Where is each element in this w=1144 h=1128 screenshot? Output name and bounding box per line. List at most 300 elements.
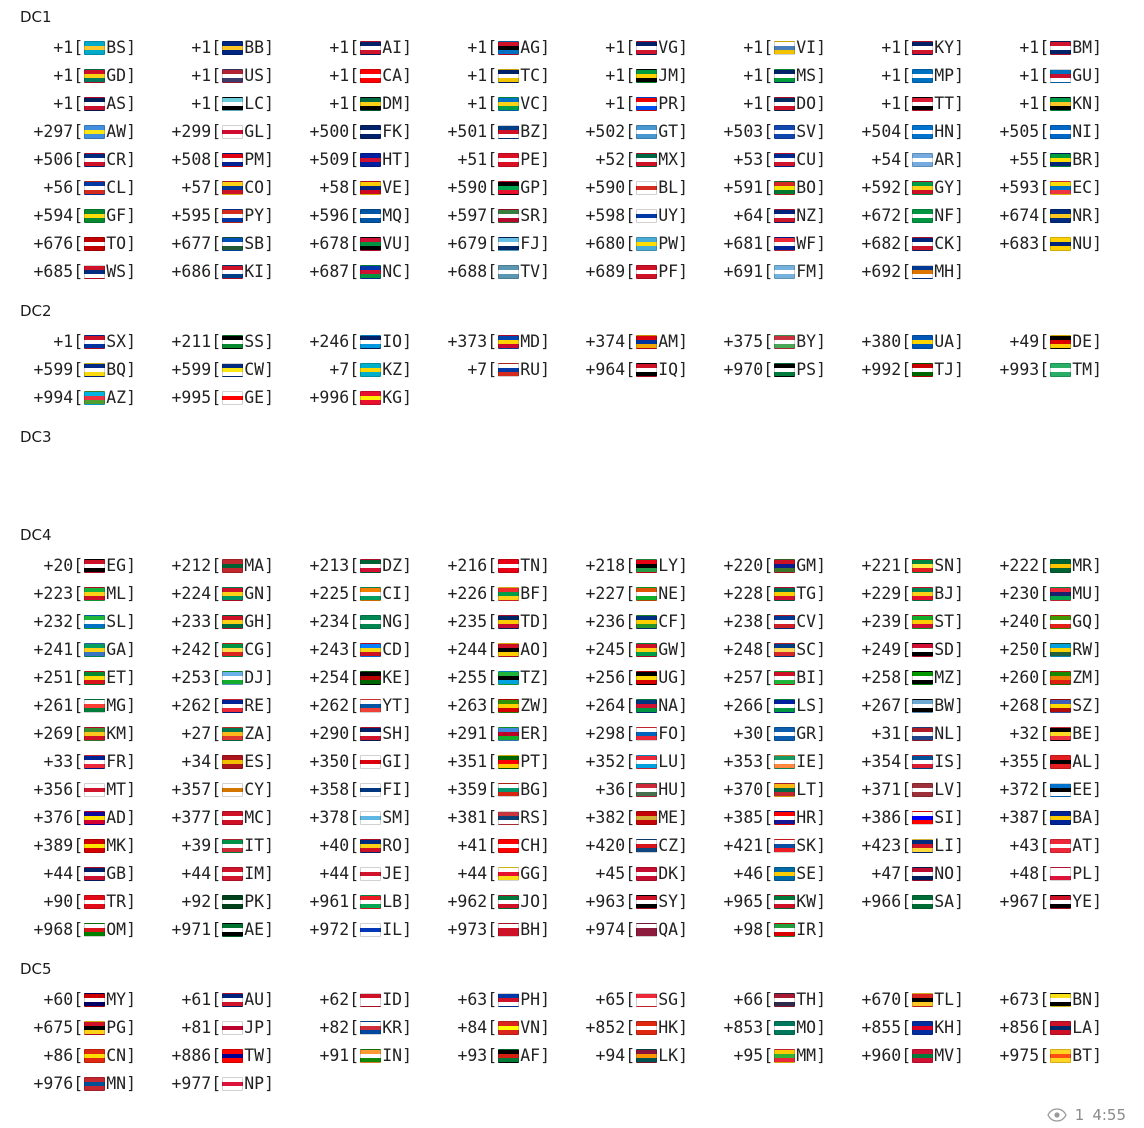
country-entry[interactable] <box>848 1042 986 1070</box>
country-entry[interactable] <box>986 608 1124 636</box>
dial-code: +356 <box>33 780 74 799</box>
country-entry[interactable] <box>20 552 158 580</box>
country-entry[interactable] <box>20 230 158 258</box>
dial-code: +1 <box>743 94 764 113</box>
country-entry[interactable] <box>20 384 158 412</box>
country-entry[interactable] <box>986 832 1124 860</box>
dial-code: +689 <box>585 262 626 281</box>
bracket-close: ] <box>816 66 826 85</box>
bracket-close: ] <box>540 1046 550 1065</box>
dial-code: +995 <box>171 388 212 407</box>
country-entry[interactable] <box>434 664 572 692</box>
country-entry[interactable] <box>572 258 710 286</box>
country-entry[interactable] <box>20 804 158 832</box>
country-entry[interactable] <box>158 776 296 804</box>
dial-code: +36 <box>595 780 626 799</box>
country-entry[interactable] <box>710 230 848 258</box>
bracket-open: [ <box>763 724 774 743</box>
country-entry[interactable] <box>158 118 296 146</box>
country-entry[interactable] <box>158 888 296 916</box>
flag-icon <box>222 993 243 1007</box>
country-entry[interactable] <box>434 692 572 720</box>
country-entry[interactable] <box>848 62 986 90</box>
flag-icon <box>774 97 795 111</box>
dial-code: +975 <box>999 1046 1040 1065</box>
country-entry[interactable] <box>20 692 158 720</box>
country-entry[interactable] <box>296 258 434 286</box>
country-entry[interactable] <box>434 748 572 776</box>
country-entry[interactable] <box>572 916 710 944</box>
country-entry[interactable] <box>848 776 986 804</box>
country-entry[interactable] <box>20 608 158 636</box>
country-entry[interactable] <box>848 118 986 146</box>
country-entry[interactable] <box>296 34 434 62</box>
country-entry[interactable] <box>434 608 572 636</box>
bracket-close: ] <box>126 808 136 827</box>
country-entry[interactable] <box>710 748 848 776</box>
country-entry[interactable] <box>434 888 572 916</box>
country-entry[interactable] <box>434 258 572 286</box>
bracket-close: ] <box>402 234 412 253</box>
country-entry[interactable] <box>296 916 434 944</box>
country-entry[interactable] <box>986 1042 1124 1070</box>
country-entry[interactable] <box>434 1014 572 1042</box>
bracket-open: [ <box>763 808 774 827</box>
country-entry[interactable] <box>572 356 710 384</box>
country-entry[interactable] <box>710 552 848 580</box>
country-entry[interactable] <box>848 328 986 356</box>
country-entry[interactable] <box>158 636 296 664</box>
country-entry[interactable] <box>848 692 986 720</box>
country-entry[interactable] <box>20 258 158 286</box>
country-entry[interactable] <box>848 552 986 580</box>
country-entry[interactable] <box>158 832 296 860</box>
country-entry[interactable] <box>296 776 434 804</box>
country-entry[interactable] <box>986 356 1124 384</box>
country-entry[interactable] <box>986 118 1124 146</box>
country-code: SK <box>796 836 817 855</box>
country-code: UA <box>934 332 955 351</box>
dial-code: +7 <box>329 360 350 379</box>
country-entry[interactable] <box>434 230 572 258</box>
country-entry[interactable] <box>20 832 158 860</box>
country-entry[interactable] <box>710 202 848 230</box>
country-entry[interactable] <box>434 90 572 118</box>
country-entry[interactable] <box>710 118 848 146</box>
country-entry[interactable] <box>986 202 1124 230</box>
country-entry[interactable] <box>848 258 986 286</box>
country-entry[interactable] <box>20 356 158 384</box>
country-entry[interactable] <box>158 174 296 202</box>
country-entry[interactable] <box>158 202 296 230</box>
country-entry[interactable] <box>710 986 848 1014</box>
country-entry[interactable] <box>296 552 434 580</box>
country-entry[interactable] <box>572 860 710 888</box>
country-entry[interactable] <box>710 174 848 202</box>
dial-code: +674 <box>999 206 1040 225</box>
country-entry[interactable] <box>710 356 848 384</box>
country-entry[interactable] <box>296 174 434 202</box>
country-entry[interactable] <box>986 636 1124 664</box>
country-entry[interactable] <box>296 692 434 720</box>
country-entry[interactable] <box>296 860 434 888</box>
country-entry[interactable] <box>20 146 158 174</box>
dial-code: +599 <box>171 360 212 379</box>
country-entry[interactable] <box>158 608 296 636</box>
country-entry[interactable] <box>296 580 434 608</box>
dial-code: +57 <box>181 178 212 197</box>
country-entry[interactable] <box>986 62 1124 90</box>
dial-code: +352 <box>585 752 626 771</box>
country-entry[interactable] <box>158 62 296 90</box>
country-entry[interactable] <box>572 748 710 776</box>
country-entry[interactable] <box>986 552 1124 580</box>
country-entry[interactable] <box>158 804 296 832</box>
country-entry[interactable] <box>710 608 848 636</box>
country-entry[interactable] <box>20 580 158 608</box>
country-code: LS <box>796 696 817 715</box>
country-entry[interactable] <box>434 34 572 62</box>
country-entry[interactable] <box>296 328 434 356</box>
country-entry[interactable] <box>848 1014 986 1042</box>
country-entry[interactable] <box>434 118 572 146</box>
bracket-close: ] <box>954 864 964 883</box>
country-entry[interactable] <box>710 146 848 174</box>
country-entry[interactable] <box>986 860 1124 888</box>
country-entry[interactable] <box>848 832 986 860</box>
country-code: BL <box>658 178 679 197</box>
country-entry[interactable] <box>20 664 158 692</box>
country-entry[interactable] <box>20 748 158 776</box>
flag-icon <box>1050 69 1071 83</box>
country-entry[interactable] <box>986 692 1124 720</box>
bracket-open: [ <box>211 150 222 169</box>
country-entry[interactable] <box>710 664 848 692</box>
country-entry[interactable] <box>572 720 710 748</box>
country-entry[interactable] <box>986 1014 1124 1042</box>
bracket-close: ] <box>678 206 688 225</box>
country-entry[interactable] <box>572 776 710 804</box>
country-entry[interactable] <box>434 202 572 230</box>
country-entry[interactable] <box>572 804 710 832</box>
country-entry[interactable] <box>158 860 296 888</box>
country-entry[interactable] <box>572 692 710 720</box>
country-entry[interactable] <box>158 146 296 174</box>
dial-code: +52 <box>595 150 626 169</box>
country-entry[interactable] <box>572 90 710 118</box>
country-entry[interactable] <box>20 118 158 146</box>
bracket-close: ] <box>954 1046 964 1065</box>
dial-code: +1 <box>605 38 626 57</box>
country-entry[interactable] <box>572 62 710 90</box>
flag-icon <box>360 783 381 797</box>
country-entry[interactable] <box>848 888 986 916</box>
country-entry[interactable] <box>572 888 710 916</box>
country-entry[interactable] <box>986 748 1124 776</box>
country-entry[interactable] <box>158 90 296 118</box>
bracket-open: [ <box>487 920 498 939</box>
country-code: JM <box>658 66 679 85</box>
country-entry[interactable] <box>710 62 848 90</box>
country-entry[interactable] <box>296 146 434 174</box>
dial-code: +228 <box>723 584 764 603</box>
flag-icon <box>360 727 381 741</box>
flag-icon <box>222 923 243 937</box>
country-entry[interactable] <box>434 916 572 944</box>
country-code: CR <box>106 150 127 169</box>
country-entry[interactable] <box>710 580 848 608</box>
country-entry[interactable] <box>434 328 572 356</box>
country-entry[interactable] <box>296 90 434 118</box>
country-entry[interactable] <box>848 580 986 608</box>
bracket-open: [ <box>625 612 636 631</box>
bracket-close: ] <box>678 990 688 1009</box>
country-entry[interactable] <box>20 860 158 888</box>
country-entry[interactable] <box>158 986 296 1014</box>
country-entry[interactable] <box>434 636 572 664</box>
country-entry[interactable] <box>572 580 710 608</box>
country-entry[interactable] <box>434 804 572 832</box>
bracket-open: [ <box>625 696 636 715</box>
country-entry[interactable] <box>20 986 158 1014</box>
country-entry[interactable] <box>986 34 1124 62</box>
flag-icon <box>222 727 243 741</box>
country-entry[interactable] <box>434 1042 572 1070</box>
country-entry[interactable] <box>20 62 158 90</box>
country-entry[interactable] <box>158 230 296 258</box>
country-entry[interactable] <box>158 356 296 384</box>
country-entry[interactable] <box>158 258 296 286</box>
flag-icon <box>912 335 933 349</box>
country-entry[interactable] <box>434 832 572 860</box>
country-entry[interactable] <box>848 146 986 174</box>
country-entry[interactable] <box>20 328 158 356</box>
country-entry[interactable] <box>296 230 434 258</box>
country-entry[interactable] <box>710 636 848 664</box>
country-entry[interactable] <box>572 1014 710 1042</box>
country-entry[interactable] <box>572 608 710 636</box>
country-entry[interactable] <box>848 664 986 692</box>
dial-code: +1 <box>467 94 488 113</box>
country-entry[interactable] <box>158 580 296 608</box>
country-entry[interactable] <box>296 986 434 1014</box>
dial-code: +685 <box>33 262 74 281</box>
country-entry[interactable] <box>572 832 710 860</box>
bracket-close: ] <box>540 808 550 827</box>
country-entry[interactable] <box>296 832 434 860</box>
bracket-open: [ <box>1039 752 1050 771</box>
country-entry[interactable] <box>296 202 434 230</box>
country-code: AD <box>106 808 127 827</box>
bracket-close: ] <box>126 584 136 603</box>
country-entry[interactable] <box>20 34 158 62</box>
country-entry[interactable] <box>158 552 296 580</box>
bracket-open: [ <box>1039 1018 1050 1037</box>
country-entry[interactable] <box>848 986 986 1014</box>
country-entry[interactable] <box>20 636 158 664</box>
country-entry[interactable] <box>20 888 158 916</box>
flag-icon <box>636 181 657 195</box>
country-entry[interactable] <box>20 90 158 118</box>
country-entry[interactable] <box>296 62 434 90</box>
bracket-close: ] <box>126 262 136 281</box>
country-entry[interactable] <box>158 748 296 776</box>
country-entry[interactable] <box>986 230 1124 258</box>
country-entry[interactable] <box>572 552 710 580</box>
country-entry[interactable] <box>710 1014 848 1042</box>
country-entry[interactable] <box>434 552 572 580</box>
country-entry[interactable] <box>158 1070 296 1098</box>
country-entry[interactable] <box>20 174 158 202</box>
dial-code: +354 <box>861 752 902 771</box>
country-entry[interactable] <box>710 776 848 804</box>
country-entry[interactable] <box>20 916 158 944</box>
country-entry[interactable] <box>710 720 848 748</box>
country-entry[interactable] <box>986 888 1124 916</box>
country-entry[interactable] <box>848 202 986 230</box>
bracket-open: [ <box>349 892 360 911</box>
country-entry[interactable] <box>710 860 848 888</box>
country-entry[interactable] <box>986 720 1124 748</box>
country-entry[interactable] <box>572 328 710 356</box>
country-entry[interactable] <box>572 174 710 202</box>
country-entry[interactable] <box>572 636 710 664</box>
bracket-open: [ <box>487 360 498 379</box>
country-entry[interactable] <box>158 720 296 748</box>
country-entry[interactable] <box>434 356 572 384</box>
country-code: EG <box>106 556 127 575</box>
country-entry[interactable] <box>986 986 1124 1014</box>
country-entry[interactable] <box>296 608 434 636</box>
country-entry[interactable] <box>296 804 434 832</box>
flag-icon <box>222 867 243 881</box>
country-entry[interactable] <box>572 34 710 62</box>
country-entry[interactable] <box>848 860 986 888</box>
dial-code: +212 <box>171 556 212 575</box>
country-entry[interactable] <box>20 776 158 804</box>
country-entry[interactable] <box>572 986 710 1014</box>
country-entry[interactable] <box>710 258 848 286</box>
country-entry[interactable] <box>296 1042 434 1070</box>
country-entry[interactable] <box>434 146 572 174</box>
country-entry[interactable] <box>710 888 848 916</box>
country-entry[interactable] <box>848 174 986 202</box>
country-entry[interactable] <box>158 1042 296 1070</box>
country-entry[interactable] <box>158 384 296 412</box>
country-entry[interactable] <box>710 90 848 118</box>
country-entry[interactable] <box>848 636 986 664</box>
dial-code: +679 <box>447 234 488 253</box>
country-entry[interactable] <box>848 34 986 62</box>
country-entry[interactable] <box>296 356 434 384</box>
country-entry[interactable] <box>20 720 158 748</box>
dial-code: +268 <box>999 696 1040 715</box>
country-entry[interactable] <box>434 720 572 748</box>
country-entry[interactable] <box>158 1014 296 1042</box>
country-entry[interactable] <box>986 580 1124 608</box>
country-entry[interactable] <box>158 692 296 720</box>
country-entry[interactable] <box>296 1014 434 1042</box>
bracket-open: [ <box>1039 584 1050 603</box>
bracket-close: ] <box>816 94 826 113</box>
country-entry[interactable] <box>986 804 1124 832</box>
groups-root <box>20 6 1124 1098</box>
country-entry[interactable] <box>296 664 434 692</box>
bracket-close: ] <box>954 94 964 113</box>
country-entry[interactable] <box>296 720 434 748</box>
country-entry[interactable] <box>986 90 1124 118</box>
country-entry[interactable] <box>848 748 986 776</box>
country-entry[interactable] <box>848 90 986 118</box>
country-entry[interactable] <box>572 664 710 692</box>
country-entry[interactable] <box>20 202 158 230</box>
bracket-open: [ <box>349 780 360 799</box>
country-entry[interactable] <box>848 608 986 636</box>
country-entry[interactable] <box>848 804 986 832</box>
country-entry[interactable] <box>572 1042 710 1070</box>
country-entry[interactable] <box>572 118 710 146</box>
country-entry[interactable] <box>710 804 848 832</box>
country-entry[interactable] <box>158 328 296 356</box>
country-entry[interactable] <box>710 1042 848 1070</box>
country-entry[interactable] <box>296 636 434 664</box>
country-entry[interactable] <box>158 34 296 62</box>
flag-icon <box>222 1021 243 1035</box>
country-entry[interactable] <box>20 1070 158 1098</box>
country-entry[interactable] <box>572 230 710 258</box>
bracket-close: ] <box>126 892 136 911</box>
country-entry[interactable] <box>296 748 434 776</box>
country-entry[interactable] <box>434 174 572 202</box>
country-entry[interactable] <box>296 888 434 916</box>
country-entry[interactable] <box>158 664 296 692</box>
country-entry[interactable] <box>986 328 1124 356</box>
country-entry[interactable] <box>710 692 848 720</box>
bracket-open: [ <box>901 668 912 687</box>
country-entry[interactable] <box>434 860 572 888</box>
country-entry[interactable] <box>848 230 986 258</box>
country-entry[interactable] <box>20 1042 158 1070</box>
country-entry[interactable] <box>710 34 848 62</box>
country-entry[interactable] <box>710 328 848 356</box>
country-entry[interactable] <box>710 916 848 944</box>
country-entry[interactable] <box>572 146 710 174</box>
country-entry[interactable] <box>986 146 1124 174</box>
country-entry[interactable] <box>434 776 572 804</box>
country-entry[interactable] <box>434 986 572 1014</box>
country-entry[interactable] <box>434 580 572 608</box>
dial-code: +1 <box>53 38 74 57</box>
country-entry[interactable] <box>986 776 1124 804</box>
country-entry[interactable] <box>158 916 296 944</box>
country-entry[interactable] <box>434 62 572 90</box>
country-entry[interactable] <box>710 832 848 860</box>
bracket-open: [ <box>211 332 222 351</box>
country-entry[interactable] <box>20 1014 158 1042</box>
country-entry[interactable] <box>296 384 434 412</box>
bracket-open: [ <box>763 612 774 631</box>
country-entry[interactable] <box>572 202 710 230</box>
country-entry[interactable] <box>986 664 1124 692</box>
country-entry[interactable] <box>848 720 986 748</box>
country-entry[interactable] <box>848 356 986 384</box>
bracket-open: [ <box>211 556 222 575</box>
country-entry[interactable] <box>986 174 1124 202</box>
flag-icon <box>360 671 381 685</box>
flag-icon <box>912 237 933 251</box>
country-entry[interactable] <box>296 118 434 146</box>
bracket-open: [ <box>763 66 774 85</box>
